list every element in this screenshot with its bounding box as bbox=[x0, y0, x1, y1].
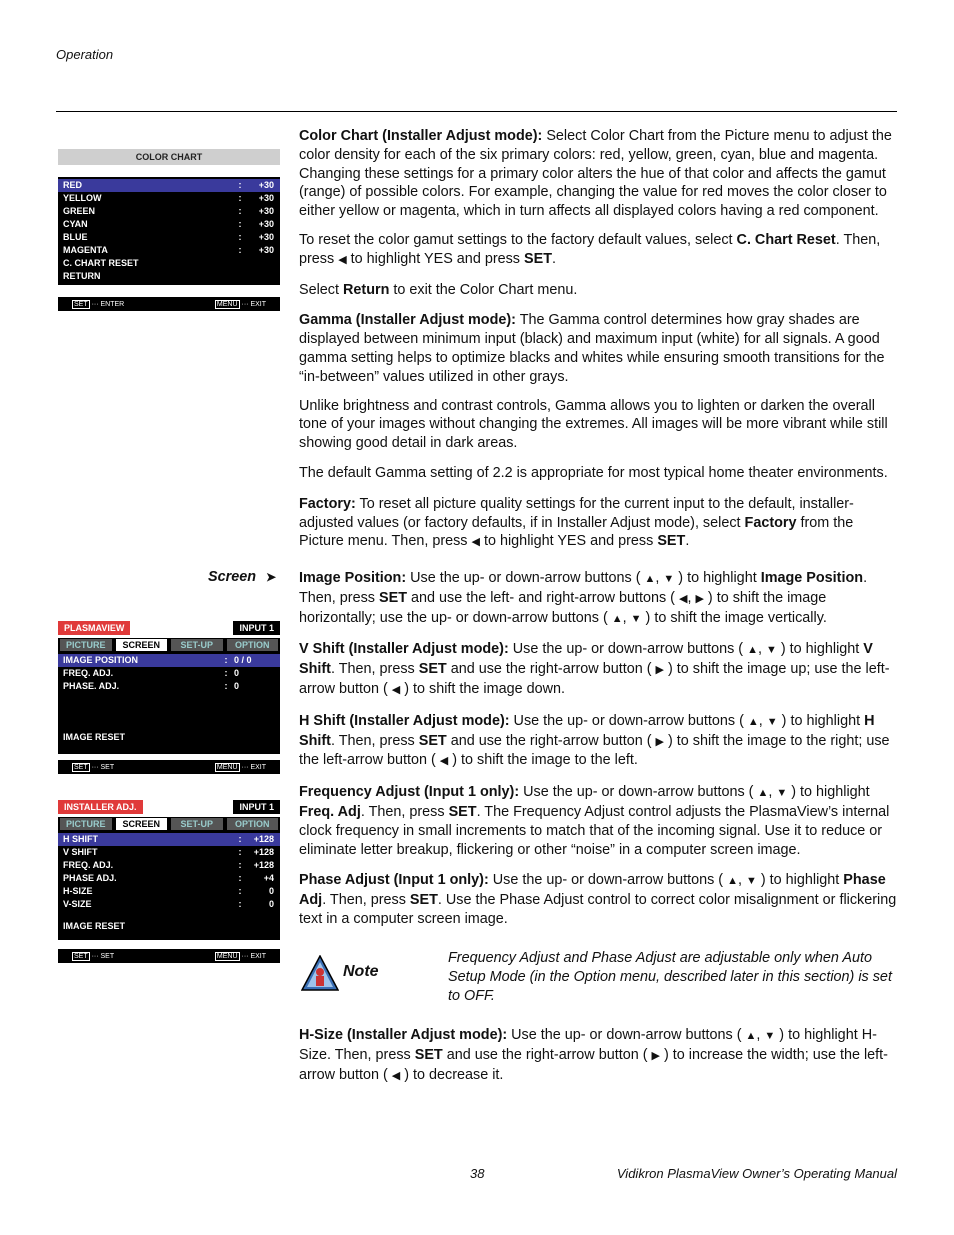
menu-row-label: YELLOW bbox=[63, 193, 102, 203]
menu-row bbox=[58, 859, 280, 872]
menu-row-value: +30 bbox=[258, 180, 274, 190]
menu-row-colon: : bbox=[238, 834, 242, 844]
tab-set-up[interactable]: SET-UP bbox=[171, 818, 223, 830]
menu-row bbox=[58, 872, 280, 885]
menu-row-label: FREQ. ADJ. bbox=[63, 668, 114, 678]
image-reset: IMAGE RESET bbox=[63, 732, 126, 742]
image-reset: IMAGE RESET bbox=[63, 921, 126, 931]
installer-menu-list bbox=[58, 831, 280, 940]
menu-row-label: CYAN bbox=[63, 219, 88, 229]
menu-row bbox=[58, 231, 280, 244]
menu-row bbox=[58, 179, 280, 192]
note-text: Frequency Adjust and Phase Adjust are adjustable only when Auto Setup Mode (in the Option menu, described later in this section) is set to OFF. bbox=[448, 950, 892, 1004]
menu-row bbox=[58, 218, 280, 231]
menu-row bbox=[58, 654, 280, 667]
page-number: 38 bbox=[470, 1166, 485, 1181]
menu-row-value: 0 bbox=[268, 899, 274, 909]
menu-tag: PLASMAVIEW bbox=[58, 621, 130, 635]
menu-row-label: BLUE bbox=[63, 232, 88, 242]
hsize-section: H-Size (Installer Adjust mode): Use the up- or down-arrow buttons ( ▲, ▼ ) to highlight H-Size. Then, press SET and use the right-arrow button ( ▶ ) to increase the width; use the left-arrow button ( ◀ ) to decrease it. bbox=[299, 1027, 888, 1083]
menu-row-label: H SHIFT bbox=[63, 834, 98, 844]
screen-menu bbox=[58, 621, 280, 774]
menu-row-colon: : bbox=[238, 245, 242, 255]
menu-row bbox=[58, 846, 280, 859]
menu-row-value: 0 / 0 bbox=[234, 655, 252, 665]
tab-screen[interactable]: SCREEN bbox=[116, 639, 168, 651]
installer-menu-footer: SET ··· SET MENU ··· EXIT bbox=[58, 949, 280, 963]
tab-option[interactable]: OPTION bbox=[227, 639, 279, 651]
menu-row-colon: : bbox=[238, 847, 242, 857]
menu-row-value: +30 bbox=[258, 232, 274, 242]
screen-section-label: Screen ➤ bbox=[208, 569, 277, 585]
menu-row-value: +30 bbox=[258, 245, 274, 255]
menu-row-value: +4 bbox=[263, 873, 274, 883]
color-chart-list bbox=[58, 177, 280, 285]
menu-row bbox=[58, 667, 280, 680]
menu-row-value: +30 bbox=[258, 219, 274, 229]
menu-row-label: H-SIZE bbox=[63, 886, 93, 896]
menu-row-colon: : bbox=[224, 655, 228, 665]
color-chart-section: Color Chart (Installer Adjust mode): Select Color Chart from the Picture menu to adjust the color density for each of the six primary colors: red, yellow, green, cyan, blue and magenta. Changing these settings for a primary color alters the hue of that color and affects the gamut (range) of possible colors. For example, changing the value for red moves the color closer to either yellow or magenta, which in turn affects all displayed colors having a red component. To reset the color gamut settings to the factory default values, select C. Chart Reset. Then, press ◀ to highlight YES and press SET. Select Return to exit the Color Chart menu. Gamma (Installer Adjust mode): The Gamma control determines how gray shades are displayed between minimum input (black) and maximum input (white) for all signals. A good gamma setting helps to optimize blacks and whites while ensuring smooth transitions for the “in-between” values utilized in other grays. Unlike brightness and contrast controls, Gamma allows you to lighten or darken the overall tone of your images without changing the extremes. All images will be more vibrant while still showing good detail in dark areas. The default Gamma setting of 2.2 is appropriate for most typical home theater environments. Factory: To reset all picture quality settings for the current input to the default, installer-adjusted values (or factory defaults, if in Installer Adjust mode), select Factory from the Picture menu. Then, press ◀ to highlight YES and press SET. bbox=[299, 128, 892, 550]
menu-row-colon: : bbox=[224, 668, 228, 678]
menu-row-value: 0 bbox=[234, 681, 240, 691]
color-chart-menu bbox=[58, 149, 280, 311]
menu-row-colon: : bbox=[238, 180, 242, 190]
input-tag: INPUT 1 bbox=[233, 800, 280, 814]
menu-row-label: PHASE ADJ. bbox=[63, 873, 117, 883]
menu-row-colon: : bbox=[224, 681, 228, 691]
menu-row-value: +128 bbox=[253, 847, 274, 857]
tab-screen[interactable]: SCREEN bbox=[116, 818, 168, 830]
menu-row-colon: : bbox=[238, 232, 242, 242]
menu-row-label: C. CHART RESET bbox=[63, 258, 139, 268]
menu-row-label: V-SIZE bbox=[63, 899, 92, 909]
screen-menu-footer: SET ··· SET MENU ··· EXIT bbox=[58, 760, 280, 774]
menu-row-value: +128 bbox=[253, 834, 274, 844]
menu-row-value: +30 bbox=[258, 193, 274, 203]
menu-row bbox=[58, 898, 280, 911]
installer-menu-tabs bbox=[58, 817, 280, 831]
menu-row-colon: : bbox=[238, 899, 242, 909]
menu-row-colon: : bbox=[238, 886, 242, 896]
menu-row-label: IMAGE POSITION bbox=[63, 655, 139, 665]
menu-row-label: FREQ. ADJ. bbox=[63, 860, 114, 870]
menu-row bbox=[58, 885, 280, 898]
color-chart-footer: SET ··· ENTER MENU ··· EXIT bbox=[58, 297, 280, 311]
running-header: Operation bbox=[56, 47, 114, 62]
menu-row bbox=[58, 205, 280, 218]
menu-row-value: 0 bbox=[268, 886, 274, 896]
menu-row-label: V SHIFT bbox=[63, 847, 98, 857]
tab-picture[interactable]: PICTURE bbox=[60, 639, 112, 651]
screen-menu-list bbox=[58, 652, 280, 754]
menu-tag: INSTALLER ADJ. bbox=[58, 800, 143, 814]
tab-set-up[interactable]: SET-UP bbox=[171, 639, 223, 651]
tab-option[interactable]: OPTION bbox=[227, 818, 279, 830]
header-rule bbox=[56, 111, 897, 112]
note-warning-icon bbox=[301, 955, 339, 991]
screen-section: Image Position: Use the up- or down-arrow buttons ( ▲, ▼ ) to highlight Image Position. Then, press SET and use the left- and right-arrow buttons ( ◀, ▶ ) to shift the image horizontally; use the up- or down-arrow buttons ( ▲, ▼ ) to shift the image vertically. V Shift (Installer Adjust mode): Use the up- or down-arrow buttons ( ▲, ▼ ) to highlight V Shift. Then, press SET and use the right-arrow button ( ▶ ) to shift the image up; use the left-arrow button ( ◀ ) to shift the image down. H Shift (Installer Adjust mode): Use the up- or down-arrow buttons ( ▲, ▼ ) to highlight H Shift. Then, press SET and use the right-arrow button ( ▶ ) to shift the image to the right; use the left-arrow button ( ◀ ) to shift the image to the left. Frequency Adjust (Input 1 only): Use the up- or down-arrow buttons ( ▲, ▼ ) to highlight Freq. Adj. Then, press SET. The Frequency Adjust control adjusts the PlasmaView’s internal clock frequency in small increments to match that of the incoming signal. Use it to reduce or eliminate letter breakup, flickering or other “noise” in a computer screen image. Phase Adjust (Input 1 only): Use the up- or down-arrow buttons ( ▲, ▼ ) to highlight Phase Adj. Then, press SET. Use the Phase Adjust control to correct color misalignment or flickering text in a computer screen image. bbox=[299, 570, 897, 927]
input-tag: INPUT 1 bbox=[233, 621, 280, 635]
menu-row bbox=[58, 270, 280, 283]
menu-row bbox=[58, 192, 280, 205]
menu-row-label: RETURN bbox=[63, 271, 101, 281]
menu-row-colon: : bbox=[238, 873, 242, 883]
tab-picture[interactable]: PICTURE bbox=[60, 818, 112, 830]
menu-row-colon: : bbox=[238, 193, 242, 203]
menu-row-value: +30 bbox=[258, 206, 274, 216]
menu-row-value: 0 bbox=[234, 668, 240, 678]
menu-row-label: RED bbox=[63, 180, 83, 190]
menu-row bbox=[58, 680, 280, 693]
menu-row-label: PHASE. ADJ. bbox=[63, 681, 120, 691]
menu-row-label: MAGENTA bbox=[63, 245, 108, 255]
color-chart-title: COLOR CHART bbox=[58, 149, 280, 165]
menu-row-colon: : bbox=[238, 860, 242, 870]
installer-menu bbox=[58, 800, 280, 963]
menu-row-colon: : bbox=[238, 219, 242, 229]
screen-menu-tabs bbox=[58, 638, 280, 652]
menu-row-value: +128 bbox=[253, 860, 274, 870]
menu-row bbox=[58, 833, 280, 846]
menu-row-label: GREEN bbox=[63, 206, 96, 216]
menu-row bbox=[58, 257, 280, 270]
note-label: Note bbox=[343, 963, 379, 980]
menu-row bbox=[58, 244, 280, 257]
manual-title: Vidikron PlasmaView Owner’s Operating Manual bbox=[616, 1166, 897, 1181]
menu-row-colon: : bbox=[238, 206, 242, 216]
